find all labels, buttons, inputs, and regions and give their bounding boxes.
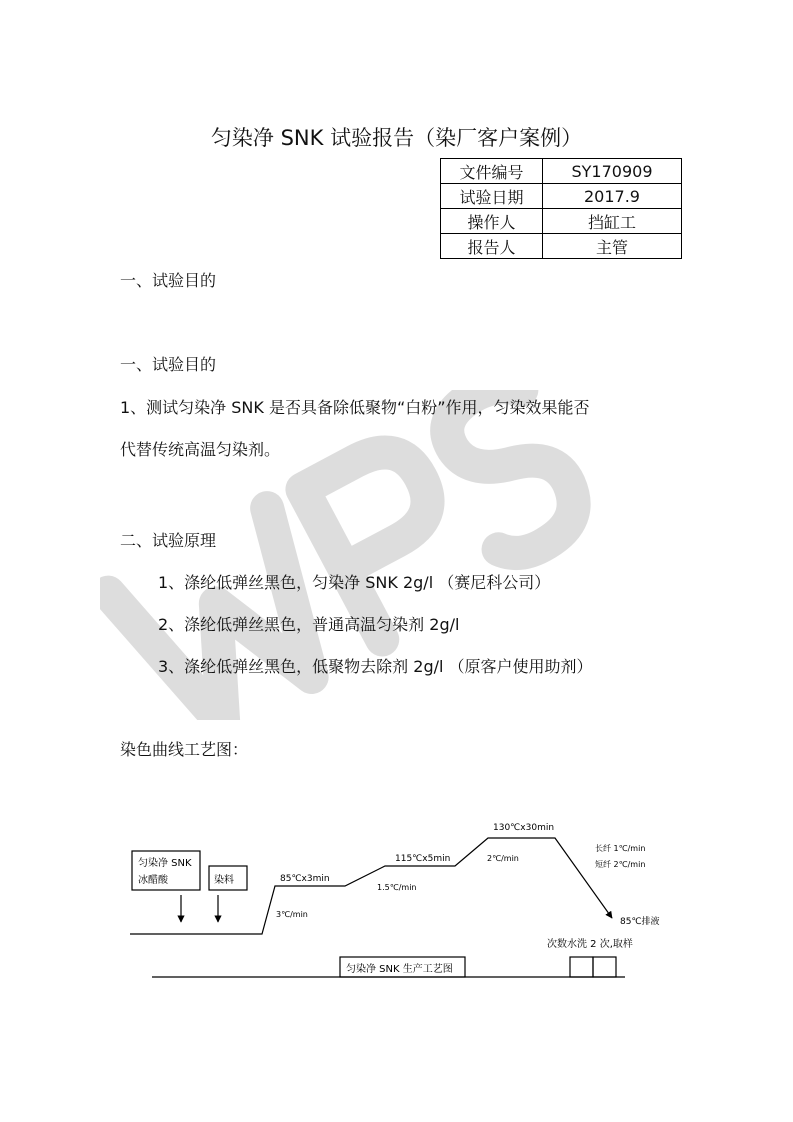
wash-label: 次数水洗 2 次,取样 — [547, 939, 633, 950]
hold-85-label: 85℃x3min — [280, 874, 330, 884]
info-row — [441, 159, 682, 184]
rate-1-5-label: 1.5℃/min — [377, 883, 417, 892]
curve-heading: 染色曲线工艺图： — [120, 740, 249, 759]
info-row — [441, 234, 682, 259]
info-value: 挡缸工 — [543, 209, 682, 234]
cool-long-label: 长纤 1℃/min — [595, 844, 646, 853]
principle-item: 2、涤纶低弹丝黑色，普通高温匀染剂 2g/l — [158, 615, 460, 634]
info-value: SY170909 — [543, 159, 682, 184]
cool-short-label: 短纤 2℃/min — [595, 860, 646, 869]
info-key: 试验日期 — [441, 184, 543, 209]
dyeing-curve-diagram — [0, 800, 793, 1000]
info-row — [441, 184, 682, 209]
box1-line1: 匀染净 SNK — [138, 858, 192, 869]
section-heading-purpose-repeat: 一、试验目的 — [120, 355, 217, 374]
info-table — [440, 158, 682, 259]
section-heading-principle: 二、试验原理 — [120, 531, 217, 550]
wash-box — [593, 957, 616, 977]
hold-130-label: 130℃x30min — [493, 823, 555, 833]
hold-115-label: 115℃x5min — [395, 854, 451, 864]
purpose-text-line1: 1、测试匀染净 SNK 是否具备除低聚物“白粉”作用，匀染效果能否 — [120, 398, 590, 417]
rate-3-label: 3℃/min — [276, 910, 308, 919]
info-key: 操作人 — [441, 209, 543, 234]
principle-item: 1、涤纶低弹丝黑色，匀染净 SNK 2g/l （赛尼科公司） — [158, 573, 551, 592]
temperature-curve — [130, 838, 612, 934]
dye-label: 染料 — [214, 875, 234, 886]
info-value: 主管 — [543, 234, 682, 259]
page-title: 匀染净 SNK 试验报告（染厂客户案例） — [210, 126, 583, 150]
diagram-caption: 匀染净 SNK 生产工艺图 — [346, 964, 453, 975]
info-key: 文件编号 — [441, 159, 543, 184]
section-heading-purpose: 一、试验目的 — [120, 271, 217, 290]
drain-85-label: 85℃排液 — [620, 917, 660, 927]
info-value: 2017.9 — [543, 184, 682, 209]
info-key: 报告人 — [441, 234, 543, 259]
info-row — [441, 209, 682, 234]
purpose-text-line2: 代替传统高温匀染剂。 — [120, 440, 281, 459]
box1-line2: 冰醋酸 — [138, 875, 168, 886]
rate-2-label: 2℃/min — [487, 854, 519, 863]
wash-box — [570, 957, 593, 977]
principle-item: 3、涤纶低弹丝黑色，低聚物去除剂 2g/l （原客户使用助剂） — [158, 657, 593, 676]
